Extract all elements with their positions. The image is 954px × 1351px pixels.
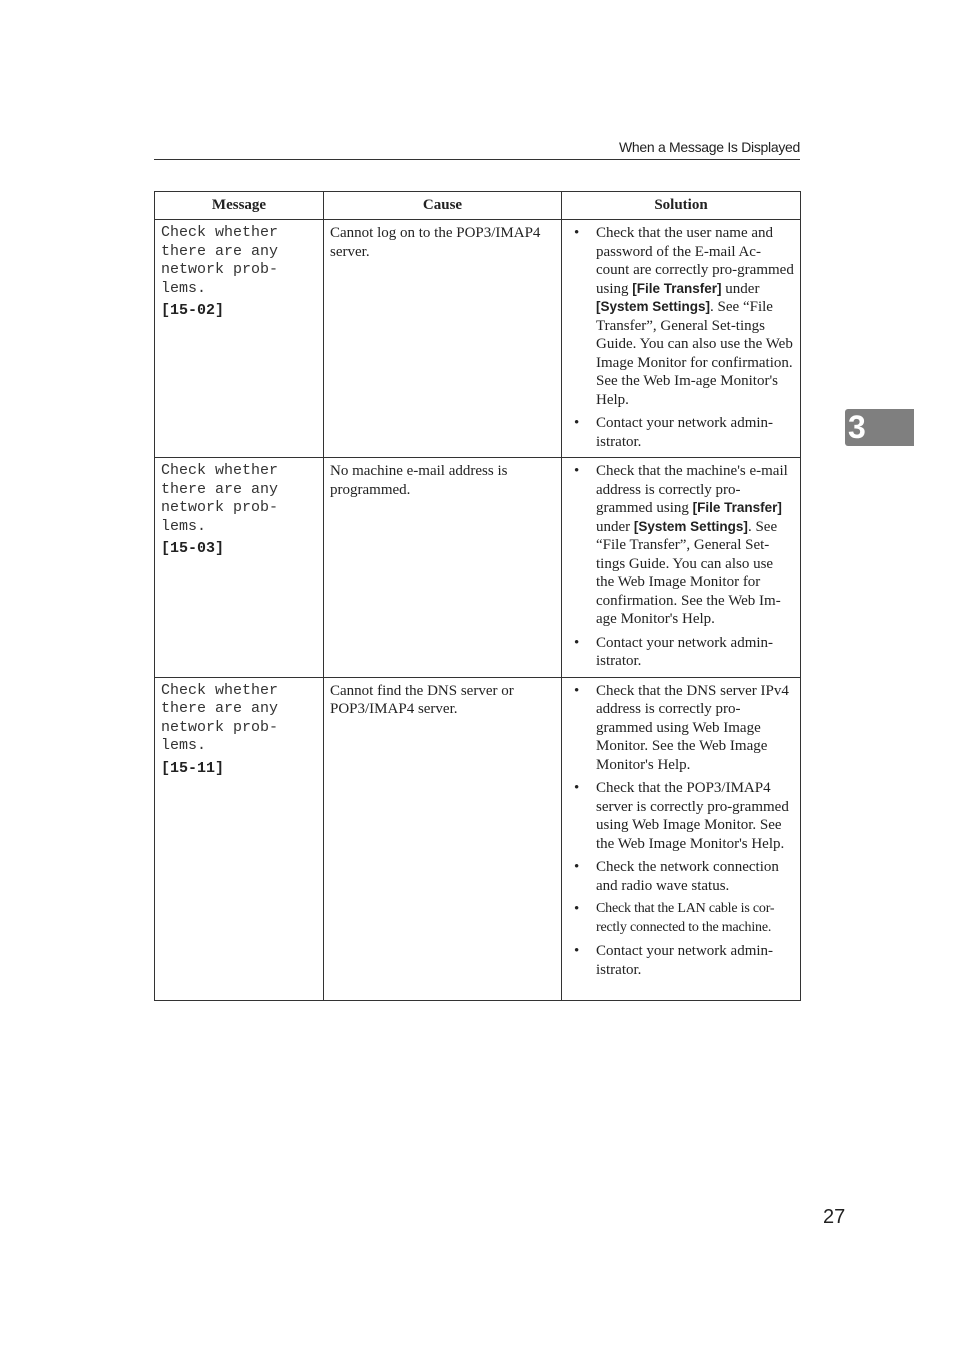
table-row	[155, 220, 801, 458]
column-header-solution: Solution	[562, 192, 801, 220]
message-text: Check whether there are any network prob-lems.	[161, 462, 279, 535]
solution-cell	[562, 220, 801, 458]
cause-cell: Cannot log on to the POP3/IMAP4 server.	[324, 220, 562, 458]
solution-item: • Contact your network admin-istrator.	[568, 942, 794, 979]
chapter-number: 3	[848, 409, 866, 445]
table-row	[155, 677, 801, 1000]
message-cell	[155, 677, 324, 1000]
solution-list	[568, 682, 794, 980]
cause-cell: Cannot find the DNS server or POP3/IMAP4 server.	[324, 677, 562, 1000]
menu-name: [File Transfer]	[692, 500, 782, 515]
page-number: 27	[823, 1206, 846, 1228]
message-cell	[155, 220, 324, 458]
menu-name: [System Settings]	[633, 518, 748, 534]
solution-list	[568, 462, 794, 671]
message-text: Check whether there are any network prob-lems.	[161, 224, 279, 297]
error-code: [15-11]	[161, 759, 225, 777]
solution-cell	[562, 458, 801, 678]
header-title: When a Message Is Displayed	[619, 139, 800, 155]
menu-name: [System Settings]	[596, 299, 711, 314]
column-header-cause: Cause	[324, 192, 562, 220]
table-header-row	[155, 192, 801, 220]
message-text: Check whether there are any network prob-lems.	[161, 681, 279, 754]
table-row	[155, 458, 801, 678]
solution-list	[568, 224, 794, 451]
chapter-tab	[845, 409, 914, 446]
message-cell	[155, 458, 324, 678]
solution-item: • Check that the LAN cable is cor-rectly connected to the machine.	[568, 900, 794, 937]
solution-item: • Check that the user name and password of the E-mail Ac-count are correctly pro-grammed using [File Transfer] under [System Settings]. See “File Transfer”, General Set-tings Guide. You can also use the Web Image Monitor for confirmation. See the Web Im-age Monitor's Help.	[568, 224, 794, 409]
cause-cell: No machine e-mail address is programmed.	[324, 458, 562, 678]
solution-cell	[562, 677, 801, 1000]
solution-item: • Check that the POP3/IMAP4 server is correctly pro-grammed using Web Image Monitor. See the Web Image Monitor's Help.	[568, 779, 794, 853]
error-message-table	[154, 191, 801, 1001]
error-code: [15-03]	[161, 540, 225, 557]
column-header-message: Message	[155, 192, 324, 220]
page-header	[154, 138, 800, 160]
menu-name: [File Transfer]	[632, 280, 722, 296]
solution-item: • Check that the machine's e-mail address is correctly pro-grammed using [File Transfer] under [System Settings]. See “File Transfer”, General Set-tings Guide. You can also use the Web Image Monitor for confirmation. See the Web Im-age Monitor's Help.	[568, 462, 794, 629]
solution-item: • Contact your network admin-istrator.	[568, 414, 794, 451]
solution-item: • Check the network connection and radio wave status.	[568, 858, 794, 895]
solution-item: • Contact your network admin-istrator.	[568, 634, 794, 671]
solution-item: • Check that the DNS server IPv4 address is correctly pro-grammed using Web Image Monitor. See the Web Image Monitor's Help.	[568, 682, 794, 775]
error-code: [15-02]	[161, 302, 225, 319]
